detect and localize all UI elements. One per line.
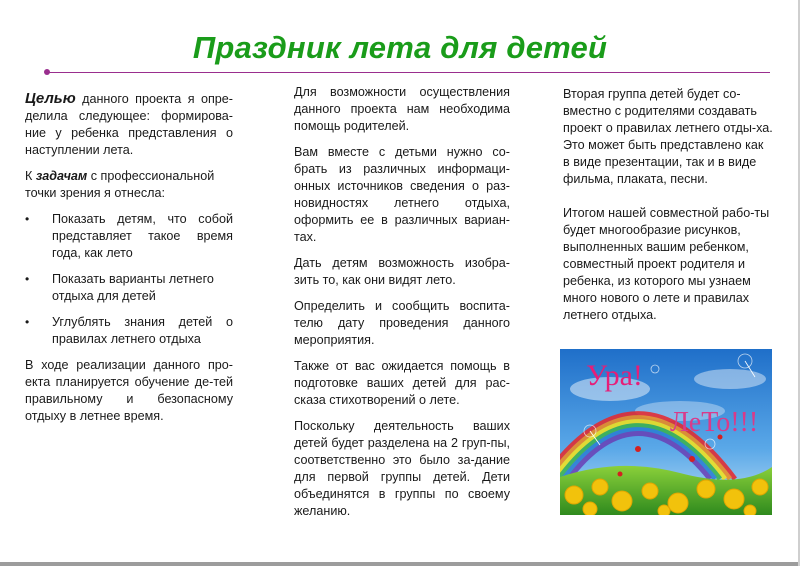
column-2	[294, 84, 510, 529]
task-text: Показать варианты летнего отдыха для детей	[52, 272, 214, 303]
tasks-intro	[25, 168, 233, 202]
bullet-icon: •	[25, 272, 30, 286]
list-item	[25, 271, 233, 305]
paragraph: Поскольку деятельность ваших детей будет разделена на 2 груп-пы, соответственно это было за-дание для первой группы детей. Дети объединятся в группы по своему желанию.	[294, 419, 510, 518]
paragraph: Вам вместе с детьми нужно со-брать из различных информаци-онных источников сведения о раз-новидностях летнего отдыха, оформить ее в различных вариан-тах.	[294, 145, 510, 244]
paragraph: Это может быть представлено как в виде презентации, так и в виде фильма, плаката, песни.	[563, 138, 764, 186]
list-item	[25, 314, 233, 348]
paragraph: Дать детям возможность изобра-зить то, как они видят лето.	[294, 256, 510, 287]
tasks-prefix: К	[25, 169, 36, 183]
bullet-icon: •	[25, 212, 30, 226]
goal-text: данного проекта я опре-делила следующее: формирова-ние у ребенка представления о наступлении лета.	[25, 92, 233, 157]
task-text: Показать детям, что собой представляет такое время года, как лето	[52, 212, 233, 260]
tasks-term: задачам	[35, 169, 88, 183]
closing-paragraph: В ходе реализации данного про-екта планируется обучение де-тей правильному и безопасному отдыху в летнее время.	[25, 358, 233, 423]
column-1	[25, 90, 233, 434]
goal-paragraph	[25, 90, 233, 159]
goal-term: Целью	[25, 90, 76, 107]
list-item	[25, 211, 233, 262]
paragraph: Вторая группа детей будет со-вместно с родителями создавать проект о правилах летнего отды-ха.	[563, 87, 773, 135]
tasks-list	[25, 211, 233, 348]
paragraph: Также от вас ожидается помощь в подготовке ваших детей для рас-сказа стихотворений о лете.	[294, 359, 510, 407]
bullet-icon: •	[25, 315, 30, 329]
paragraph: Итогом нашей совместной рабо-ты будет многообразие рисунков, выполненных вашим ребенком, совместный проект родителя и ребенка, из которого мы узнаем много нового о лете и правилах летнего отдыха.	[563, 206, 770, 322]
summer-picture	[560, 349, 772, 515]
picture-caption-1: Ура!	[586, 359, 643, 392]
page-bottom-edge	[0, 562, 800, 566]
picture-caption-2: ЛеТо!!!	[670, 407, 759, 438]
paragraph: Определить и сообщить воспита-телю дату проведения данного мероприятия.	[294, 299, 510, 347]
title-rule	[48, 72, 770, 73]
column-3	[563, 86, 773, 324]
task-text: Углублять знания детей о правилах летнего отдыха	[52, 315, 233, 346]
tasks-suffix: с профессиональной точки зрения я отнесла:	[25, 169, 215, 200]
page-title: Праздник лета для детей	[192, 30, 608, 65]
paragraph: Для возможности осуществления данного проекта нам необходима помощь родителей.	[294, 85, 510, 133]
